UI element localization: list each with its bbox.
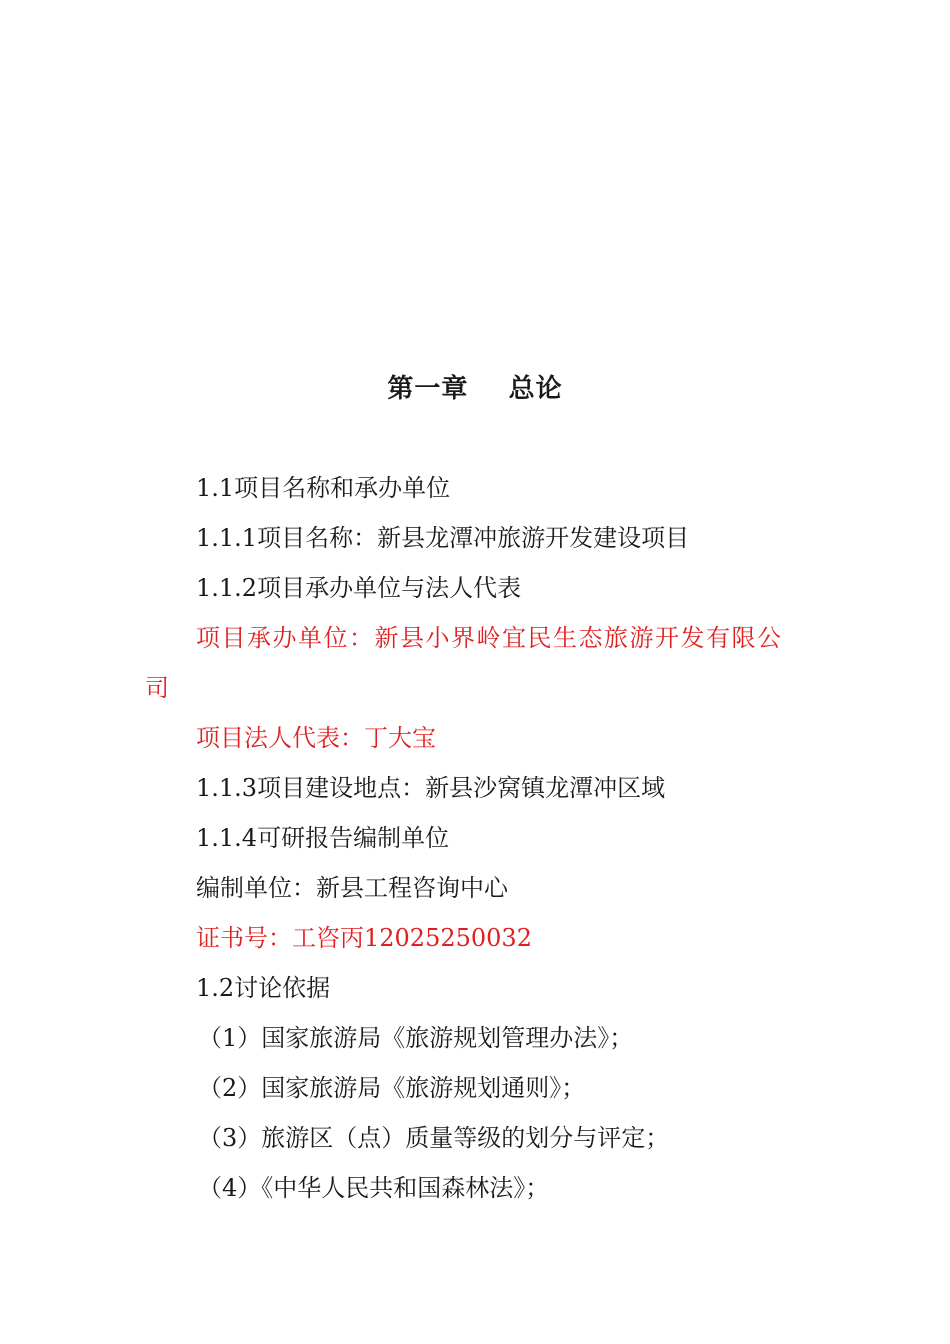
compiling-unit-line: 编制单位：新县工程咨询中心 xyxy=(196,874,508,902)
project-name-line: 1.1.1项目名称：新县龙潭冲旅游开发建设项目 xyxy=(196,524,690,552)
legal-representative-line: 项目法人代表：丁大宝 xyxy=(196,724,436,752)
sponsor-unit-line-continued: 司 xyxy=(145,674,169,702)
chapter-title: 第一章 总论 xyxy=(387,374,563,404)
construction-site-line: 1.1.3项目建设地点：新县沙窝镇龙潭冲区域 xyxy=(196,774,666,802)
section-heading-1-2: 1.2讨论依据 xyxy=(196,974,331,1002)
section-heading-1-1-4: 1.1.4可研报告编制单位 xyxy=(196,824,450,852)
section-heading-1-1-2: 1.1.2项目承办单位与法人代表 xyxy=(196,574,522,602)
section-heading-1-1: 1.1项目名称和承办单位 xyxy=(196,474,451,502)
basis-item-2: （2）国家旅游局《旅游规划通则》； xyxy=(198,1074,586,1102)
basis-item-3: （3）旅游区（点）质量等级的划分与评定； xyxy=(198,1124,670,1152)
certificate-number-line: 证书号：工咨丙12025250032 xyxy=(196,924,532,952)
sponsor-unit-line: 项目承办单位：新县小界岭宜民生态旅游开发有限公 xyxy=(196,624,783,652)
basis-item-4: （4）《中华人民共和国森林法》； xyxy=(198,1174,550,1202)
basis-item-1: （1）国家旅游局《旅游规划管理办法》； xyxy=(198,1024,634,1052)
